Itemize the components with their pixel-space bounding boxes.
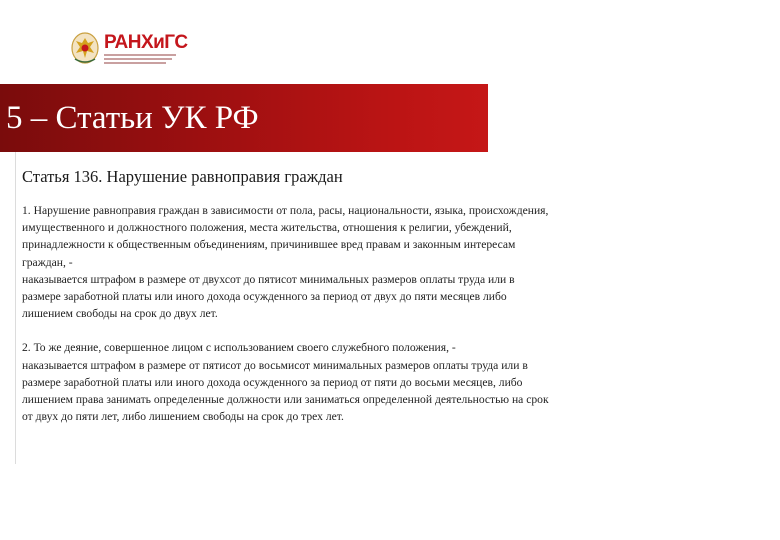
- title-banner: [0, 84, 488, 152]
- logo-name: РАНХиГС: [104, 31, 188, 53]
- logo: [70, 30, 188, 66]
- logo-subtitle-lines: [104, 54, 188, 64]
- article-paragraph-2: 2. То же деяние, совершенное лицом с использованием своего служебного положения, - наказывается штрафом в размере от пятисот до восьмисот минимальных размеров оплаты труда или в размере заработной платы или иного дохода осужденного за период от пяти до восьми месяцев, либо лишением права занимать определенные должности или заниматься определенной деятельностью на срок от двух до пяти лет, либо лишением свободы на срок до трех лет.: [22, 341, 549, 424]
- logo-text: [104, 33, 188, 64]
- article-title: Статья 136. Нарушение равноправия граждан: [22, 167, 343, 186]
- article-content: [22, 166, 742, 425]
- eagle-emblem-icon: [70, 31, 100, 65]
- article-paragraph-1: 1. Нарушение равноправия граждан в зависимости от пола, расы, национальности, языка, происхождения, имущественного и должностного положения, места жительства, отношения к религии, убеждений, принадлежности к общественным объединениям, причинившее вред правам и законным интересам граждан, - наказывается штрафом в размере от двухсот до пятисот минимальных размеров оплаты труда или в размере заработной платы или иного дохода осужденного за период от двух до пяти месяцев либо лишением свободы на срок до двух лет.: [22, 204, 549, 321]
- content-divider: [15, 152, 16, 464]
- slide-title: 5 – Статьи УК РФ: [6, 99, 259, 136]
